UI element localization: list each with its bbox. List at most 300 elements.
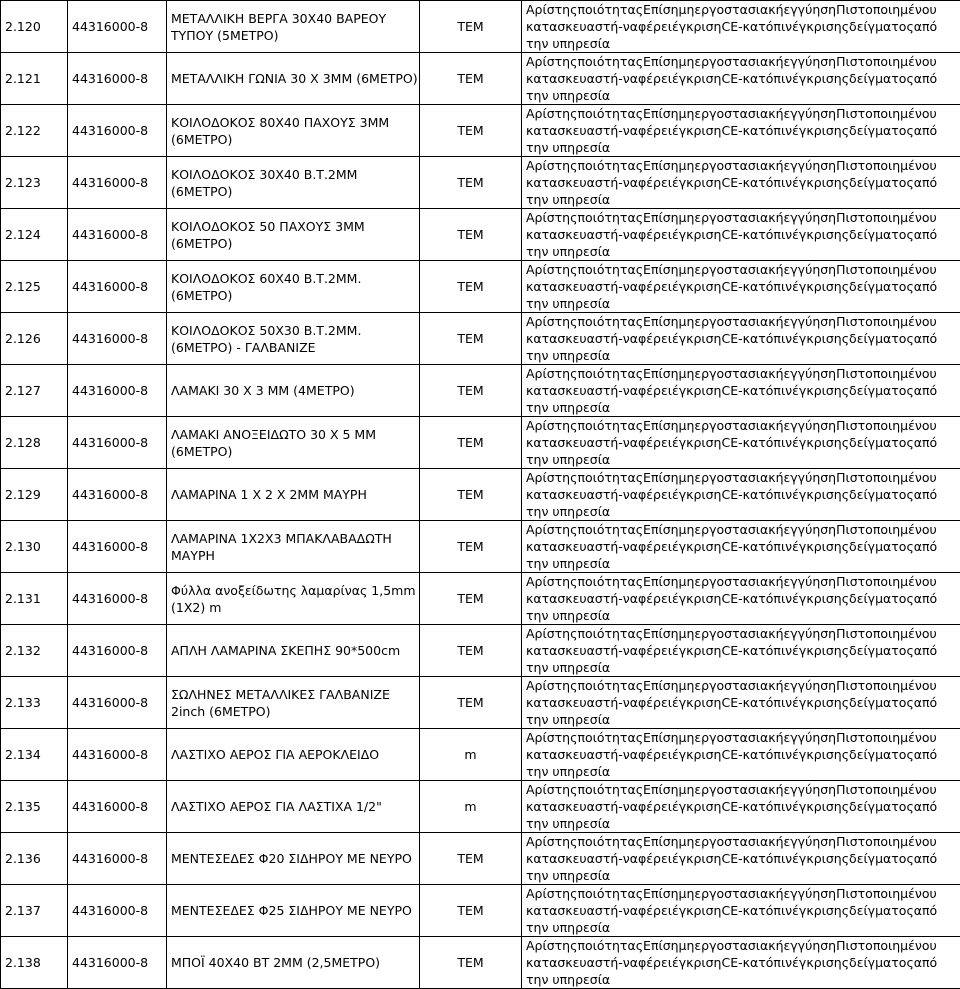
unit-of-measure: ΤΕΜ — [420, 105, 522, 157]
requirement-line-3: την υπηρεσία — [526, 815, 960, 832]
requirement-word: κατασκευαστή — [526, 175, 618, 190]
requirement-word: έγκριση — [672, 435, 722, 450]
unit-of-measure: m — [420, 729, 522, 781]
requirement-word: κατασκευαστή — [526, 695, 618, 710]
requirement-word: εργοστασιακή — [694, 2, 783, 17]
requirement-word: - — [738, 747, 743, 762]
requirement-word: κατόπιν — [743, 71, 793, 86]
requirement-word: κατόπιν — [743, 279, 793, 294]
requirement-word: έγκριση — [672, 695, 722, 710]
requirement-word: από — [914, 591, 937, 606]
requirement-word: κατόπιν — [743, 799, 793, 814]
requirement-word: Αρίστης — [526, 470, 577, 485]
requirement-word: δείγματος — [849, 643, 914, 658]
requirement-word: Επίσημη — [643, 314, 694, 329]
requirement-word: φέρει — [638, 955, 672, 970]
requirements-cell — [522, 417, 960, 469]
item-description: ΜΠΟΪ 40Χ40 ΒΤ 2ΜΜ (2,5ΜΕΤΡΟ) — [167, 937, 420, 989]
item-number: 2.128 — [1, 417, 68, 469]
requirement-word: Αρίστης — [526, 782, 577, 797]
requirement-word: δείγματος — [849, 279, 914, 294]
cpv-code: 44316000-8 — [68, 781, 167, 833]
requirement-word: Αρίστης — [526, 886, 577, 901]
table-row — [1, 209, 960, 261]
requirements-cell — [522, 573, 960, 625]
requirement-word: Επίσημη — [643, 782, 694, 797]
requirement-line-3: την υπηρεσία — [526, 919, 960, 936]
requirements-cell — [522, 833, 960, 885]
requirement-word: ποιότητας — [577, 678, 643, 693]
unit-of-measure: m — [420, 781, 522, 833]
requirement-line-1 — [526, 53, 960, 70]
requirement-word: - — [738, 435, 743, 450]
requirement-word: έγκριση — [672, 643, 722, 658]
item-description: ΛΑΣΤΙΧΟ ΑΕΡΟΣ ΓΙΑ ΛΑΣΤΙΧΑ 1/2" — [167, 781, 420, 833]
item-description: ΑΠΛΗ ΛΑΜΑΡΙΝΑ ΣΚΕΠΗΣ 90*500cm — [167, 625, 420, 677]
table-row — [1, 157, 960, 209]
requirement-word: Επίσημη — [643, 210, 694, 225]
requirement-line-2 — [526, 642, 960, 659]
requirement-word: - — [618, 123, 623, 138]
requirement-word: κατόπιν — [743, 851, 793, 866]
requirement-line-2 — [526, 70, 960, 87]
item-number: 2.136 — [1, 833, 68, 885]
unit-of-measure: ΤΕΜ — [420, 469, 522, 521]
item-description: ΚΟΙΛΟΔΟΚΟΣ 30Χ40 Β.Τ.2ΜΜ (6ΜΕΤΡΟ) — [167, 157, 420, 209]
requirement-word: - — [618, 539, 623, 554]
item-number: 2.125 — [1, 261, 68, 313]
requirement-word: Πιστοποιημένου — [836, 938, 937, 953]
unit-of-measure: ΤΕΜ — [420, 677, 522, 729]
requirement-word: Πιστοποιημένου — [836, 470, 937, 485]
requirement-word: να — [623, 851, 638, 866]
requirement-word: από — [914, 279, 937, 294]
requirement-line-3: την υπηρεσία — [526, 35, 960, 52]
requirement-line-2 — [526, 590, 960, 607]
requirement-line-3: την υπηρεσία — [526, 867, 960, 884]
requirement-line-3: την υπηρεσία — [526, 711, 960, 728]
requirement-word: δείγματος — [849, 799, 914, 814]
requirement-word: κατασκευαστή — [526, 123, 618, 138]
requirement-line-2 — [526, 174, 960, 191]
requirement-word: έγκρισης — [792, 591, 849, 606]
table-row — [1, 417, 960, 469]
cpv-code: 44316000-8 — [68, 1, 167, 53]
table-row — [1, 833, 960, 885]
requirement-word: φέρει — [638, 279, 672, 294]
requirement-word: κατασκευαστή — [526, 851, 618, 866]
requirement-word: να — [623, 279, 638, 294]
requirement-word: κατασκευαστή — [526, 487, 618, 502]
requirement-word: έγκρισης — [792, 435, 849, 450]
requirement-word: κατόπιν — [743, 643, 793, 658]
requirement-word: Πιστοποιημένου — [836, 210, 937, 225]
requirement-word: - — [738, 539, 743, 554]
requirement-word: Πιστοποιημένου — [836, 54, 937, 69]
requirement-word: Πιστοποιημένου — [836, 418, 937, 433]
requirement-word: - — [618, 695, 623, 710]
requirement-word: ποιότητας — [577, 782, 643, 797]
requirement-line-1 — [526, 781, 960, 798]
item-number: 2.137 — [1, 885, 68, 937]
requirement-line-2 — [526, 330, 960, 347]
requirement-word: CE — [721, 695, 738, 710]
item-description: ΛΑΜΑΡΙΝΑ 1Χ2Χ3 ΜΠΑΚΛΑΒΑΔΩΤΗ ΜΑΥΡΗ — [167, 521, 420, 573]
requirement-word: κατασκευαστή — [526, 331, 618, 346]
requirement-word: έγκριση — [672, 331, 722, 346]
requirement-word: εγγύηση — [784, 626, 837, 641]
requirement-line-1 — [526, 261, 960, 278]
requirement-word: εγγύηση — [784, 470, 837, 485]
requirement-word: να — [623, 695, 638, 710]
requirement-word: Αρίστης — [526, 678, 577, 693]
requirement-word: φέρει — [638, 695, 672, 710]
requirement-line-2 — [526, 850, 960, 867]
requirement-word: Αρίστης — [526, 366, 577, 381]
requirement-word: έγκρισης — [792, 227, 849, 242]
requirement-word: εργοστασιακή — [694, 366, 783, 381]
requirement-word: φέρει — [638, 591, 672, 606]
item-number: 2.131 — [1, 573, 68, 625]
item-description: ΛΑΜΑΚΙ 30 Χ 3 ΜΜ (4ΜΕΤΡΟ) — [167, 365, 420, 417]
requirement-word: έγκρισης — [792, 539, 849, 554]
requirement-word: ποιότητας — [577, 158, 643, 173]
requirement-word: έγκρισης — [792, 903, 849, 918]
requirement-word: από — [914, 227, 937, 242]
requirement-line-3: την υπηρεσία — [526, 555, 960, 572]
unit-of-measure: ΤΕΜ — [420, 573, 522, 625]
requirement-word: ποιότητας — [577, 574, 643, 589]
requirement-word: κατασκευαστή — [526, 227, 618, 242]
requirement-word: ποιότητας — [577, 626, 643, 641]
item-description: Φύλλα ανοξείδωτης λαμαρίνας 1,5mm (1Χ2) m — [167, 573, 420, 625]
requirement-word: - — [618, 799, 623, 814]
requirement-word: - — [618, 591, 623, 606]
requirement-word: Επίσημη — [643, 470, 694, 485]
requirement-word: - — [618, 747, 623, 762]
requirement-word: - — [618, 19, 623, 34]
requirements-cell — [522, 209, 960, 261]
requirement-word: CE — [721, 643, 738, 658]
requirement-word: - — [738, 903, 743, 918]
requirement-word: δείγματος — [849, 227, 914, 242]
requirement-line-3: την υπηρεσία — [526, 399, 960, 416]
requirement-word: ποιότητας — [577, 210, 643, 225]
requirement-word: έγκρισης — [792, 175, 849, 190]
requirement-word: από — [914, 643, 937, 658]
requirement-word: κατόπιν — [743, 487, 793, 502]
requirements-cell — [522, 365, 960, 417]
item-number: 2.122 — [1, 105, 68, 157]
requirement-word: εργοστασιακή — [694, 834, 783, 849]
requirement-line-1 — [526, 521, 960, 538]
table-row — [1, 885, 960, 937]
cpv-code: 44316000-8 — [68, 625, 167, 677]
requirement-word: Αρίστης — [526, 262, 577, 277]
requirement-word: κατασκευαστή — [526, 383, 618, 398]
requirement-word: κατόπιν — [743, 123, 793, 138]
requirement-word: - — [618, 955, 623, 970]
requirement-word: - — [618, 71, 623, 86]
requirement-word: ποιότητας — [577, 522, 643, 537]
requirement-word: δείγματος — [849, 747, 914, 762]
requirement-word: ποιότητας — [577, 938, 643, 953]
table-row — [1, 261, 960, 313]
requirement-line-1 — [526, 365, 960, 382]
requirement-word: να — [623, 383, 638, 398]
requirements-cell — [522, 261, 960, 313]
requirement-word: CE — [721, 747, 738, 762]
requirement-line-1 — [526, 417, 960, 434]
requirement-word: να — [623, 331, 638, 346]
requirement-word: έγκριση — [672, 539, 722, 554]
requirement-word: - — [738, 487, 743, 502]
requirement-word: - — [738, 851, 743, 866]
item-description: ΜΕΝΤΕΣΕΔΕΣ Φ25 ΣΙΔΗΡΟΥ ΜΕ ΝΕΥΡΟ — [167, 885, 420, 937]
requirement-word: Αρίστης — [526, 210, 577, 225]
requirement-line-1 — [526, 885, 960, 902]
requirement-word: CE — [721, 903, 738, 918]
requirement-word: έγκρισης — [792, 279, 849, 294]
requirement-word: ποιότητας — [577, 730, 643, 745]
requirement-word: από — [914, 435, 937, 450]
requirement-word: δείγματος — [849, 383, 914, 398]
requirement-word: δείγματος — [849, 851, 914, 866]
requirement-word: δείγματος — [849, 539, 914, 554]
requirement-word: έγκρισης — [792, 123, 849, 138]
requirement-word: έγκρισης — [792, 383, 849, 398]
requirement-word: εγγύηση — [784, 938, 837, 953]
requirement-word: Αρίστης — [526, 418, 577, 433]
requirement-word: εγγύηση — [784, 262, 837, 277]
requirement-word: εργοστασιακή — [694, 262, 783, 277]
requirement-word: CE — [721, 435, 738, 450]
requirement-word: από — [914, 383, 937, 398]
requirement-word: Πιστοποιημένου — [836, 678, 937, 693]
cpv-code: 44316000-8 — [68, 573, 167, 625]
requirement-word: εγγύηση — [784, 366, 837, 381]
requirement-word: φέρει — [638, 71, 672, 86]
requirement-word: εργοστασιακή — [694, 314, 783, 329]
item-description: ΚΟΙΛΟΔΟΚΟΣ 50Χ30 Β.Τ.2ΜΜ.(6ΜΕΤΡΟ) - ΓΑΛΒΑΝΙΖΕ — [167, 313, 420, 365]
requirement-word: εγγύηση — [784, 2, 837, 17]
requirement-word: - — [738, 123, 743, 138]
requirement-word: κατόπιν — [743, 747, 793, 762]
requirement-word: Αρίστης — [526, 106, 577, 121]
requirement-line-1 — [526, 209, 960, 226]
requirement-word: Αρίστης — [526, 730, 577, 745]
requirement-word: εγγύηση — [784, 418, 837, 433]
unit-of-measure: ΤΕΜ — [420, 53, 522, 105]
requirement-line-1 — [526, 937, 960, 954]
item-description: ΚΟΙΛΟΔΟΚΟΣ 60Χ40 Β.Τ.2ΜΜ.(6ΜΕΤΡΟ) — [167, 261, 420, 313]
requirement-word: εργοστασιακή — [694, 470, 783, 485]
requirement-word: CE — [721, 851, 738, 866]
item-number: 2.135 — [1, 781, 68, 833]
item-description: ΜΕΤΑΛΛΙΚΗ ΓΩΝΙΑ 30 Χ 3ΜΜ (6ΜΕΤΡΟ) — [167, 53, 420, 105]
requirement-line-1 — [526, 833, 960, 850]
requirement-word: - — [738, 227, 743, 242]
requirement-word: έγκριση — [672, 955, 722, 970]
requirement-word: ποιότητας — [577, 2, 643, 17]
unit-of-measure: ΤΕΜ — [420, 521, 522, 573]
requirement-line-1 — [526, 677, 960, 694]
requirement-word: - — [618, 175, 623, 190]
requirement-word: έγκριση — [672, 799, 722, 814]
requirement-word: εργοστασιακή — [694, 782, 783, 797]
requirement-word: εγγύηση — [784, 886, 837, 901]
unit-of-measure: ΤΕΜ — [420, 209, 522, 261]
requirement-word: Πιστοποιημένου — [836, 106, 937, 121]
requirement-word: ποιότητας — [577, 54, 643, 69]
requirement-word: έγκρισης — [792, 19, 849, 34]
requirement-word: CE — [721, 799, 738, 814]
item-number: 2.133 — [1, 677, 68, 729]
requirement-word: Επίσημη — [643, 522, 694, 537]
item-number: 2.134 — [1, 729, 68, 781]
requirements-cell — [522, 313, 960, 365]
requirement-word: Πιστοποιημένου — [836, 886, 937, 901]
requirement-word: εργοστασιακή — [694, 54, 783, 69]
item-number: 2.123 — [1, 157, 68, 209]
requirement-word: Πιστοποιημένου — [836, 522, 937, 537]
unit-of-measure: ΤΕΜ — [420, 365, 522, 417]
requirement-word: κατασκευαστή — [526, 955, 618, 970]
requirements-cell — [522, 105, 960, 157]
requirement-word: φέρει — [638, 331, 672, 346]
unit-of-measure: ΤΕΜ — [420, 157, 522, 209]
requirement-word: CE — [721, 539, 738, 554]
requirement-word: - — [738, 71, 743, 86]
requirement-word: CE — [721, 123, 738, 138]
requirement-word: έγκριση — [672, 591, 722, 606]
requirement-word: από — [914, 71, 937, 86]
requirement-word: Πιστοποιημένου — [836, 834, 937, 849]
table-row — [1, 781, 960, 833]
item-number: 2.129 — [1, 469, 68, 521]
unit-of-measure: ΤΕΜ — [420, 1, 522, 53]
requirement-word: δείγματος — [849, 903, 914, 918]
requirement-line-2 — [526, 226, 960, 243]
item-number: 2.130 — [1, 521, 68, 573]
cpv-code: 44316000-8 — [68, 209, 167, 261]
requirement-word: CE — [721, 331, 738, 346]
requirement-word: δείγματος — [849, 123, 914, 138]
requirement-word: φέρει — [638, 903, 672, 918]
requirement-word: Επίσημη — [643, 886, 694, 901]
requirement-word: εγγύηση — [784, 678, 837, 693]
requirement-word: φέρει — [638, 175, 672, 190]
requirement-word: - — [618, 851, 623, 866]
requirement-word: εγγύηση — [784, 730, 837, 745]
requirement-word: Επίσημη — [643, 262, 694, 277]
table-row — [1, 521, 960, 573]
requirement-word: από — [914, 123, 937, 138]
requirement-word: έγκριση — [672, 279, 722, 294]
requirement-word: έγκρισης — [792, 643, 849, 658]
requirement-word: Αρίστης — [526, 314, 577, 329]
requirement-word: εγγύηση — [784, 210, 837, 225]
table-row — [1, 1, 960, 53]
requirement-word: έγκριση — [672, 903, 722, 918]
requirement-word: Πιστοποιημένου — [836, 574, 937, 589]
requirement-word: έγκρισης — [792, 71, 849, 86]
requirement-word: έγκρισης — [792, 799, 849, 814]
requirements-cell — [522, 1, 960, 53]
requirement-word: - — [738, 955, 743, 970]
requirements-cell — [522, 625, 960, 677]
requirement-word: Πιστοποιημένου — [836, 2, 937, 17]
item-description: ΛΑΜΑΡΙΝΑ 1 Χ 2 Χ 2ΜΜ ΜΑΥΡΗ — [167, 469, 420, 521]
requirement-word: εγγύηση — [784, 54, 837, 69]
requirement-word: - — [618, 227, 623, 242]
requirement-word: κατόπιν — [743, 19, 793, 34]
requirement-word: Πιστοποιημένου — [836, 366, 937, 381]
requirement-word: εργοστασιακή — [694, 678, 783, 693]
requirement-word: CE — [721, 279, 738, 294]
requirement-word: εργοστασιακή — [694, 938, 783, 953]
unit-of-measure: ΤΕΜ — [420, 885, 522, 937]
unit-of-measure: ΤΕΜ — [420, 625, 522, 677]
requirement-line-1 — [526, 1, 960, 18]
item-description: ΚΟΙΛΟΔΟΚΟΣ 80Χ40 ΠΑΧΟΥΣ 3ΜΜ (6ΜΕΤΡΟ) — [167, 105, 420, 157]
requirement-word: Επίσημη — [643, 678, 694, 693]
requirement-word: από — [914, 955, 937, 970]
requirement-word: φέρει — [638, 227, 672, 242]
requirement-line-3: την υπηρεσία — [526, 971, 960, 988]
requirement-word: κατόπιν — [743, 903, 793, 918]
requirement-word: - — [618, 435, 623, 450]
requirement-word: κατόπιν — [743, 695, 793, 710]
requirement-word: εργοστασιακή — [694, 418, 783, 433]
requirement-line-3: την υπηρεσία — [526, 503, 960, 520]
requirement-word: Αρίστης — [526, 54, 577, 69]
requirement-word: CE — [721, 955, 738, 970]
requirement-word: - — [738, 591, 743, 606]
requirement-word: ποιότητας — [577, 470, 643, 485]
cpv-code: 44316000-8 — [68, 729, 167, 781]
requirement-word: να — [623, 175, 638, 190]
requirement-word: έγκρισης — [792, 747, 849, 762]
requirement-word: κατασκευαστή — [526, 435, 618, 450]
requirement-word: Αρίστης — [526, 574, 577, 589]
requirement-word: εργοστασιακή — [694, 210, 783, 225]
requirement-word: εγγύηση — [784, 574, 837, 589]
item-description: ΜΕΤΑΛΛΙΚΗ ΒΕΡΓΑ 30Χ40 ΒΑΡΕΟΥ ΤΥΠΟΥ (5ΜΕΤΡΟ) — [167, 1, 420, 53]
requirement-line-1 — [526, 105, 960, 122]
requirement-word: Επίσημη — [643, 626, 694, 641]
requirement-line-2 — [526, 278, 960, 295]
requirement-word: Πιστοποιημένου — [836, 730, 937, 745]
requirement-word: κατόπιν — [743, 955, 793, 970]
requirement-word: φέρει — [638, 383, 672, 398]
requirement-line-3: την υπηρεσία — [526, 87, 960, 104]
requirement-word: φέρει — [638, 19, 672, 34]
requirements-cell — [522, 885, 960, 937]
item-number: 2.126 — [1, 313, 68, 365]
requirement-word: έγκριση — [672, 71, 722, 86]
requirement-word: φέρει — [638, 487, 672, 502]
requirement-word: ποιότητας — [577, 314, 643, 329]
requirement-word: κατασκευαστή — [526, 643, 618, 658]
requirement-word: δείγματος — [849, 71, 914, 86]
table-row — [1, 573, 960, 625]
requirement-word: από — [914, 851, 937, 866]
item-number: 2.124 — [1, 209, 68, 261]
requirement-word: έγκρισης — [792, 695, 849, 710]
cpv-code: 44316000-8 — [68, 417, 167, 469]
item-number: 2.127 — [1, 365, 68, 417]
